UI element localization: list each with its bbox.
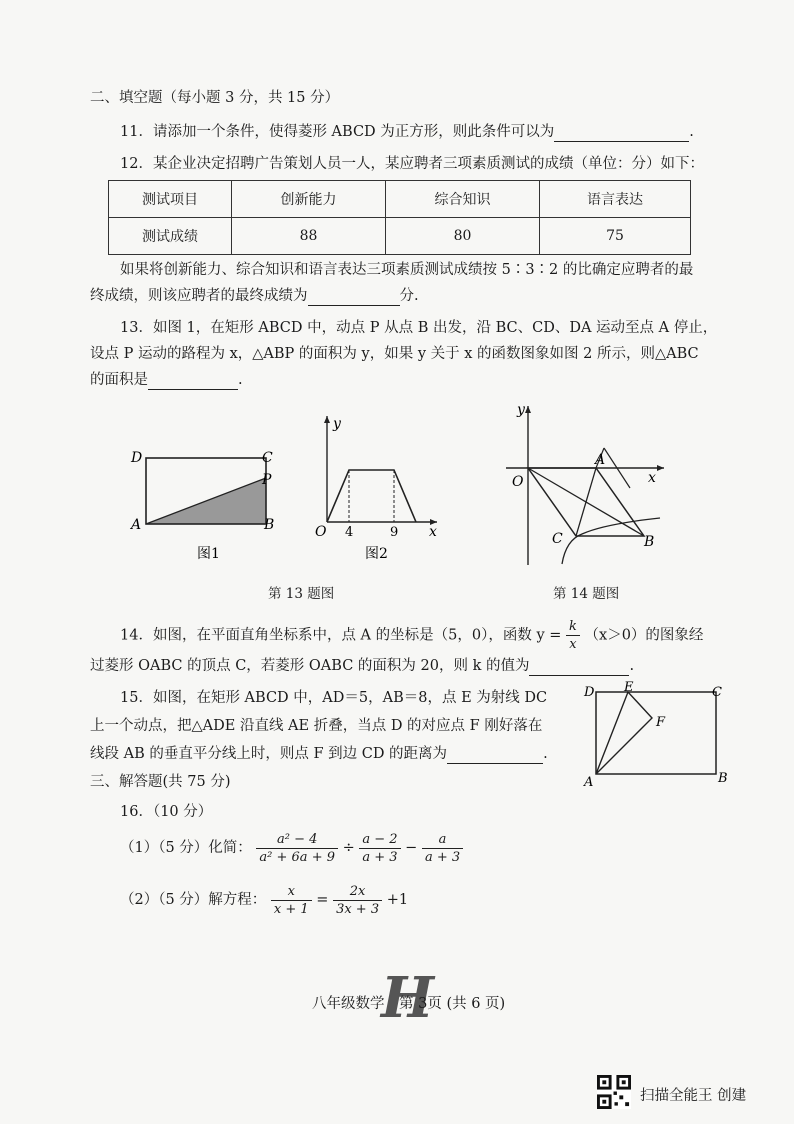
question-12-intro: 12．某企业决定招聘广告策划人员一人，某应聘者三项素质测试的成绩（单位：分）如下： <box>120 156 704 172</box>
figure-2-graph <box>305 410 445 565</box>
q13-line3-text: 的面积是 <box>90 372 148 388</box>
frac-num: a² − 4 <box>256 831 338 849</box>
label-y: y <box>517 402 525 418</box>
label-a: A <box>131 517 142 533</box>
frac-num: a <box>422 831 463 849</box>
label-b: B <box>718 771 728 786</box>
frac-den: 3x + 3 <box>336 901 380 917</box>
q13-answer-blank[interactable] <box>148 373 238 390</box>
q13-line2: 设点 P 运动的路程为 x，△ABP 的面积为 y，如果 y 关于 x 的函数图象如图 2 所示，则△ABC <box>90 346 699 362</box>
frac-num: 2x <box>333 883 382 901</box>
figure-14-rhombus <box>500 400 670 570</box>
label-b: B <box>644 534 655 550</box>
q16-part2 <box>120 878 408 922</box>
q11-end: . <box>689 124 694 140</box>
footer-h-mark: H <box>381 965 434 1031</box>
figure-1-rectangle <box>120 440 290 565</box>
table-cell: 88 <box>232 218 386 255</box>
table-row <box>109 181 691 218</box>
label-o: O <box>512 474 524 490</box>
q12-unit: 分. <box>399 288 419 304</box>
caption-q14: 第 14 题图 <box>553 586 620 602</box>
tick-4: 4 <box>345 525 354 540</box>
fraction-2 <box>359 831 400 866</box>
q16-part1 <box>120 826 463 870</box>
label-a: A <box>595 452 606 468</box>
folded-triangle-afe <box>596 692 652 774</box>
label-d: D <box>584 685 595 700</box>
fraction-3 <box>422 831 463 866</box>
section-title-fill-in: 二、填空题（每小题 3 分，共 15 分） <box>90 90 340 106</box>
frac-den: a + 3 <box>424 849 461 865</box>
equals-sign: = <box>316 892 329 908</box>
table-cell: 语言表达 <box>540 181 691 218</box>
q15-answer-blank[interactable] <box>447 747 543 764</box>
q14-line2 <box>90 656 634 676</box>
label-y: y <box>333 416 341 432</box>
frac-num: k <box>566 618 580 636</box>
q15-line3 <box>90 744 548 764</box>
q14-post: （x＞0）的图象经 <box>584 627 704 644</box>
fraction-rhs <box>333 883 382 918</box>
table-cell: 创新能力 <box>232 181 386 218</box>
fraction-1 <box>256 831 338 866</box>
table-cell: 综合知识 <box>386 181 540 218</box>
scores-table <box>108 180 691 255</box>
q13-line3 <box>90 370 243 390</box>
page-footer: 八年级数学 第 3页 (共 6 页) <box>312 996 506 1012</box>
label-p: P <box>262 472 272 488</box>
diagonal-ob <box>528 468 644 536</box>
q12-line1: 如果将创新能力、综合知识和语言表达三项素质测试成绩按 5∶3∶2 的比确定应聘者的最 <box>120 262 694 278</box>
q11-text: 11．请添加一个条件，使得菱形 ABCD 为正方形，则此条件可以为 <box>120 124 555 140</box>
q11-answer-blank[interactable] <box>554 125 689 142</box>
label-c: C <box>262 450 273 466</box>
q13-end: . <box>238 372 243 388</box>
fraction-lhs <box>271 883 312 918</box>
y-axis-arrow <box>525 406 531 413</box>
table-cell: 80 <box>386 218 540 255</box>
table-cell: 75 <box>540 218 691 255</box>
table-row <box>109 218 691 255</box>
q15-line3-text: 线段 AB 的垂直平分线上时，则点 F 到边 CD 的距离为 <box>90 746 448 762</box>
frac-den: a² + 6a + 9 <box>259 849 335 865</box>
q15-end: . <box>543 746 548 762</box>
question-11 <box>120 122 694 142</box>
label-b: B <box>264 517 275 533</box>
label-d: D <box>131 450 143 466</box>
q14-line2-text: 过菱形 OABC 的顶点 C，若菱形 OABC 的面积为 20，则 k 的值为 <box>90 658 530 674</box>
q15-line1: 15．如图，在矩形 ABCD 中，AD＝5，AB＝8，点 E 为射线 DC <box>120 690 548 706</box>
minus-sign: − <box>405 840 418 856</box>
frac-num: a − 2 <box>359 831 400 849</box>
label-o: O <box>315 524 327 540</box>
label-f: F <box>656 715 666 730</box>
y-axis-arrow <box>324 416 330 423</box>
q12-answer-blank[interactable] <box>308 289 400 306</box>
q14-answer-blank[interactable] <box>529 659 629 676</box>
label-x: x <box>648 470 656 486</box>
plus-one: +1 <box>386 892 409 908</box>
label-e: E <box>624 680 634 695</box>
function-graph <box>327 470 416 522</box>
tick-9: 9 <box>390 525 399 540</box>
q12-line2-text: 终成绩，则该应聘者的最终成绩为 <box>90 288 308 304</box>
frac-den: x + 1 <box>273 901 309 917</box>
label-c: C <box>552 531 563 547</box>
x-axis-arrow <box>657 465 664 471</box>
figure-1-caption: 图1 <box>197 546 220 562</box>
watermark-text: 扫描全能王 创建 <box>640 1088 747 1104</box>
section-title-solutions: 三、解答题(共 75 分) <box>90 774 231 790</box>
frac-den: a + 3 <box>362 849 398 865</box>
q14-line1 <box>120 618 703 650</box>
q16-part1-label: （1）（5 分）化简： <box>120 840 252 856</box>
figure-2-caption: 图2 <box>365 546 388 562</box>
frac-num: x <box>271 883 312 901</box>
q16-title: 16．（10 分） <box>120 804 213 820</box>
label-a: A <box>584 775 594 790</box>
label-x: x <box>429 524 437 540</box>
q14-fraction-k-over-x <box>566 618 580 653</box>
divide-sign: ÷ <box>342 840 355 856</box>
q14-end: . <box>629 658 635 674</box>
q13-line1: 13．如图 1，在矩形 ABCD 中，动点 P 从点 B 出发，沿 BC、CD、DA 运动至点 A 停止， <box>120 320 718 336</box>
q12-line2 <box>90 286 419 306</box>
table-cell: 测试成绩 <box>109 218 232 255</box>
q14-pre: 14．如图，在平面直角坐标系中，点 A 的坐标是（5，0），函数 y = <box>120 627 562 644</box>
label-c: C <box>712 685 722 700</box>
caption-q13: 第 13 题图 <box>268 586 335 602</box>
figure-15-rectangle <box>578 680 738 790</box>
q16-part2-label: （2）（5 分）解方程： <box>120 892 267 908</box>
table-cell: 测试项目 <box>109 181 232 218</box>
qr-code-icon <box>597 1075 631 1109</box>
rectangle-abcd <box>596 692 716 774</box>
q15-line2: 上一个动点，把△ADE 沿直线 AE 折叠，当点 D 的对应点 F 刚好落在 <box>90 718 543 734</box>
frac-den: x <box>569 637 577 652</box>
